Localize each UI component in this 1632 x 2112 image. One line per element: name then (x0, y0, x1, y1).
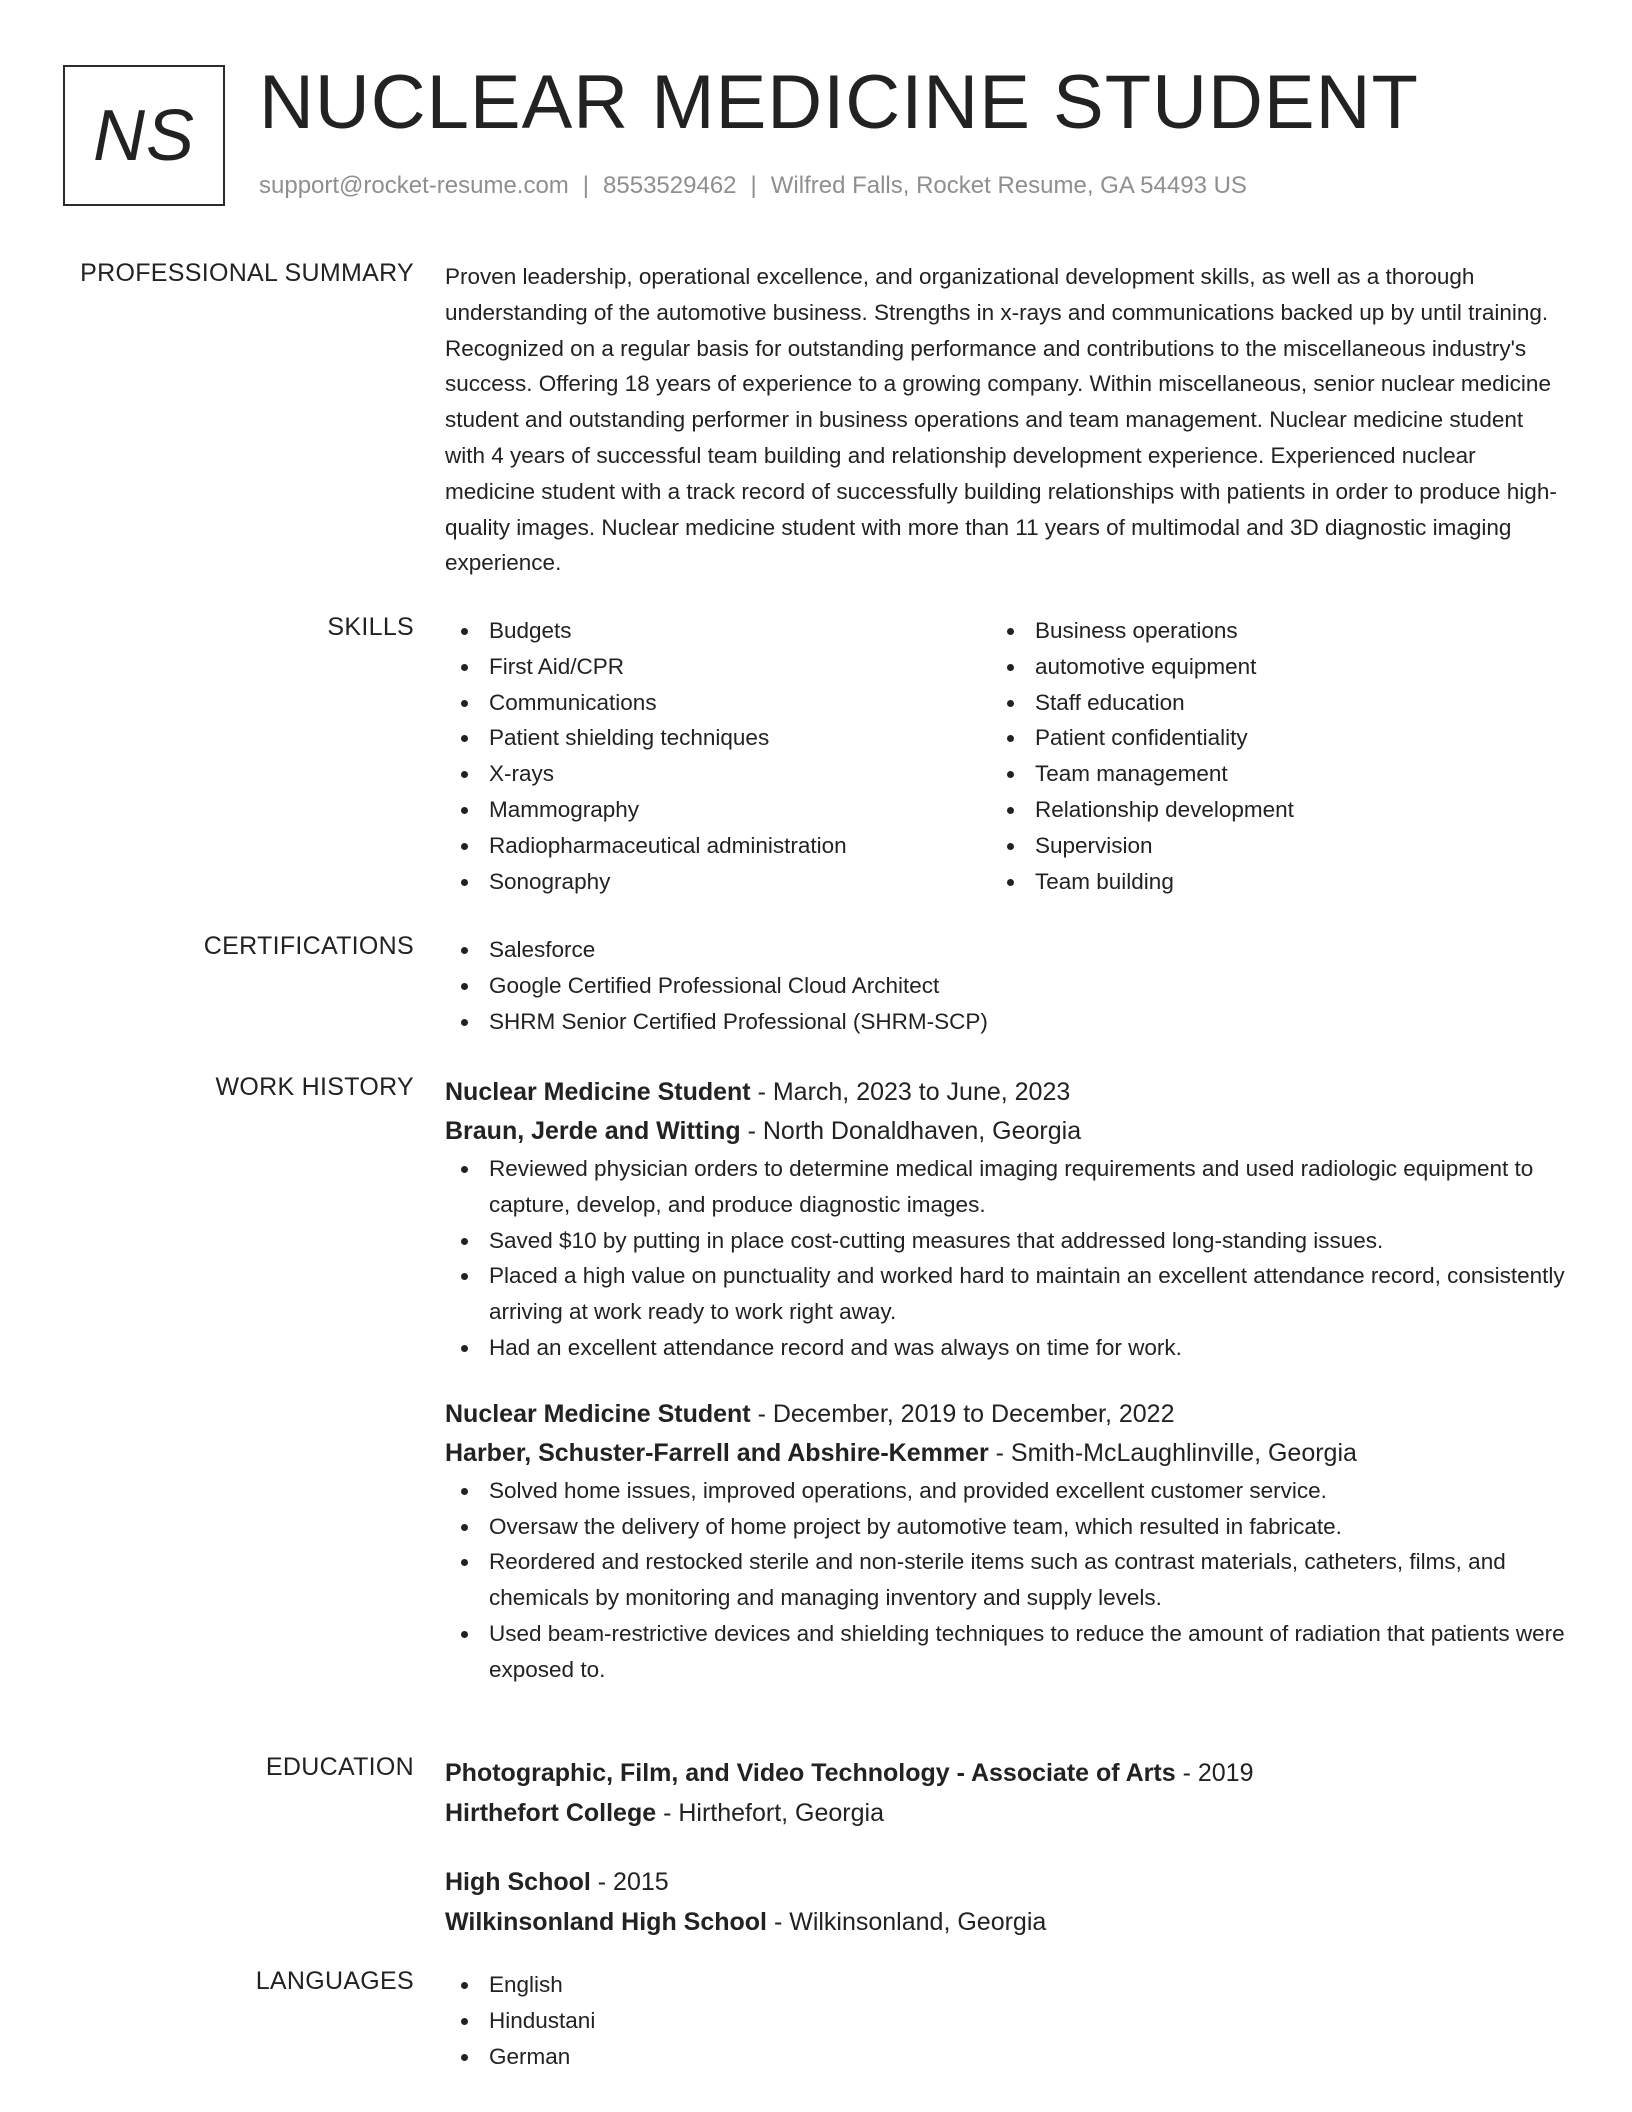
contact-separator: | (582, 172, 590, 199)
section-label-summary: PROFESSIONAL SUMMARY (80, 259, 414, 287)
education-entry (445, 1862, 1565, 1942)
skill-item: Radiopharmaceutical administration (445, 828, 991, 864)
job-title: Nuclear Medicine Student (445, 1399, 751, 1428)
education-degree-line (445, 1862, 1565, 1902)
job-dates: - March, 2023 to June, 2023 (750, 1078, 1071, 1106)
resume-title: NUCLEAR MEDICINE STUDENT (259, 60, 1419, 145)
contact-email: support@rocket-resume.com (259, 172, 569, 199)
education-degree: Photographic, Film, and Video Technology - Associate of Arts (445, 1759, 1176, 1787)
education-year: - 2019 (1175, 1759, 1254, 1787)
education-school-line (445, 1793, 1565, 1833)
skill-item: automotive equipment (991, 649, 1537, 685)
education-year: - 2015 (590, 1868, 669, 1896)
language-item: English (445, 1967, 1565, 2003)
education-body (445, 1753, 1565, 1942)
skill-item: Team management (991, 756, 1537, 792)
job-bullet: Had an excellent attendance record and was always on time for work. (445, 1330, 1565, 1366)
language-item: Hindustani (445, 2003, 1565, 2039)
job-location: - North Donaldhaven, Georgia (740, 1117, 1082, 1145)
certification-item: Salesforce (445, 932, 1565, 968)
job-company: Braun, Jerde and Witting (445, 1117, 741, 1145)
job-bullet: Reviewed physician orders to determine medical imaging requirements and used radiologic equipment to capture, develop, and produce diagnostic images. (445, 1151, 1565, 1223)
education-location: - Wilkinsonland, Georgia (767, 1908, 1047, 1936)
skill-item: First Aid/CPR (445, 649, 991, 685)
job-bullet: Reordered and restocked sterile and non-sterile items such as contrast materials, catheters, films, and chemicals by monitoring and managing inventory and supply levels. (445, 1544, 1565, 1616)
skill-item: Patient shielding techniques (445, 720, 991, 756)
certifications-body (445, 932, 1565, 1039)
job-bullet: Oversaw the delivery of home project by automotive team, which resulted in fabricate. (445, 1509, 1565, 1545)
job-title: Nuclear Medicine Student (445, 1078, 751, 1106)
job-company-line (445, 1112, 1565, 1151)
skill-item: Sonography (445, 864, 991, 900)
education-entry (445, 1753, 1565, 1833)
contact-line (259, 172, 1247, 200)
section-label-education: EDUCATION (265, 1753, 414, 1781)
education-school-line (445, 1902, 1565, 1942)
certifications-list (445, 932, 1565, 1039)
job-bullet: Solved home issues, improved operations, and provided excellent customer service. (445, 1473, 1565, 1509)
section-label-skills: SKILLS (327, 613, 414, 641)
skills-list-right (991, 613, 1537, 899)
job-bullets (445, 1473, 1565, 1688)
section-label-languages: LANGUAGES (255, 1967, 414, 1995)
work-history-body (445, 1073, 1565, 1688)
skill-item: Patient confidentiality (991, 720, 1537, 756)
job-bullet: Used beam-restrictive devices and shielding techniques to reduce the amount of radiation that patients were exposed to. (445, 1616, 1565, 1688)
skill-item: Team building (991, 864, 1537, 900)
skill-item: Supervision (991, 828, 1537, 864)
languages-list (445, 1967, 1565, 2074)
job-dates: - December, 2019 to December, 2022 (750, 1399, 1175, 1428)
certification-item: Google Certified Professional Cloud Architect (445, 968, 1565, 1004)
section-label-work-history: WORK HISTORY (215, 1073, 414, 1101)
contact-address: Wilfred Falls, Rocket Resume, GA 54493 US (770, 172, 1247, 199)
contact-separator: | (750, 172, 757, 199)
job-title-line (445, 1395, 1565, 1434)
job-bullet: Placed a high value on punctuality and worked hard to maintain an excellent attendance record, consistently arriving at work ready to work right away. (445, 1258, 1565, 1330)
job-entry (445, 1073, 1565, 1366)
skill-item: Mammography (445, 792, 991, 828)
job-location: - Smith-McLaughlinville, Georgia (988, 1438, 1357, 1467)
job-company-line (445, 1434, 1565, 1473)
skill-item: Budgets (445, 613, 991, 649)
contact-phone: 8553529462 (603, 172, 737, 199)
skills-grid (445, 613, 1565, 899)
job-bullets (445, 1151, 1565, 1366)
section-label-certifications: CERTIFICATIONS (203, 932, 414, 960)
job-entry (445, 1395, 1565, 1688)
skills-list-left (445, 613, 991, 899)
languages-body (445, 1967, 1565, 2074)
job-title-line (445, 1073, 1565, 1112)
skill-item: Business operations (991, 613, 1537, 649)
skills-body (445, 613, 1565, 899)
skill-item: Communications (445, 685, 991, 721)
skill-item: Staff education (991, 685, 1537, 721)
skill-item: X-rays (445, 756, 991, 792)
summary-text: Proven leadership, operational excellence, and organizational development skills, as well as a thorough understanding of the automotive business. Strengths in x-rays and communications backed up by until training. Recognized on a regular basis for outstanding performance and contributions to the miscellaneous industry's success. Offering 18 years of experience to a growing company. Within miscellaneous, senior nuclear medicine student and outstanding performer in business operations and team management. Nuclear medicine student with 4 years of successful team building and relationship development experience. Experienced nuclear medicine student with a track record of successfully building relationships with patients in order to produce high-quality images. Nuclear medicine student with more than 11 years of multimodal and 3D diagnostic imaging experience. (445, 264, 1557, 576)
skill-item: Relationship development (991, 792, 1537, 828)
job-bullet: Saved $10 by putting in place cost-cutting measures that addressed long-standing issues. (445, 1223, 1565, 1259)
education-school: Hirthefort College (445, 1799, 657, 1827)
certification-item: SHRM Senior Certified Professional (SHRM-SCP) (445, 1004, 1565, 1040)
initials-monogram: NS (63, 65, 225, 206)
education-degree: High School (445, 1868, 591, 1896)
education-location: - Hirthefort, Georgia (656, 1799, 884, 1827)
job-company: Harber, Schuster-Farrell and Abshire-Kemmer (445, 1438, 989, 1467)
education-school: Wilkinsonland High School (445, 1908, 767, 1936)
language-item: German (445, 2039, 1565, 2075)
education-degree-line (445, 1753, 1565, 1793)
summary-body (445, 259, 1565, 581)
